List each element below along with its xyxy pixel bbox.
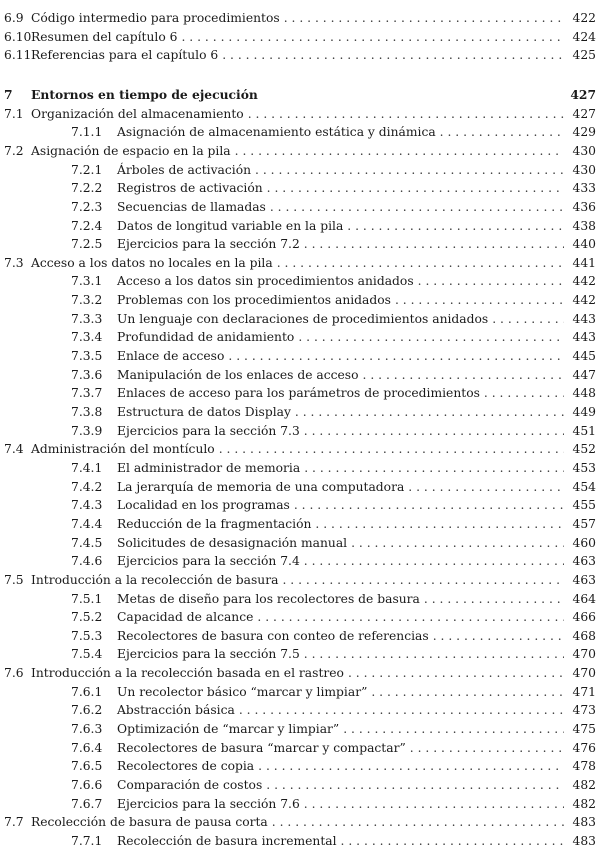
entry-title: Introducción a la recolección de basura — [31, 572, 279, 587]
entry-title: Manipulación de los enlaces de acceso — [117, 367, 359, 382]
toc-subsection-entry — [0, 161, 600, 179]
entry-title-wrap — [31, 573, 568, 587]
entry-number: 7.4.4 — [71, 516, 103, 531]
entry-title: Metas de diseño para los recolectores de basura — [117, 591, 420, 606]
entry-title-wrap — [117, 778, 568, 792]
entry-number: 7.3.1 — [71, 274, 103, 289]
entry-title: Árboles de activación — [117, 162, 252, 177]
dot-leader — [239, 703, 564, 717]
entry-title-wrap — [117, 293, 568, 307]
dot-leader — [492, 312, 564, 326]
entry-page-number: 447 — [572, 367, 596, 382]
entry-title-wrap — [31, 30, 568, 44]
entry-number: 7.6.5 — [71, 759, 103, 774]
entry-title-wrap — [31, 256, 568, 270]
entry-number: 6.9 — [4, 11, 24, 25]
dot-leader — [484, 386, 564, 400]
entry-title-wrap — [117, 517, 568, 531]
entry-page-number: 449 — [572, 405, 596, 419]
entry-title: Recolectores de basura con conteo de referencias — [117, 628, 429, 643]
entry-number: 7.5.3 — [71, 628, 103, 643]
entry-title-wrap — [117, 424, 568, 438]
entry-title-wrap — [117, 554, 568, 568]
entry-title-wrap — [31, 48, 568, 62]
entry-title: Ejercicios para la sección 7.3 — [117, 423, 300, 438]
entry-page-number: 443 — [572, 330, 596, 345]
entry-title-wrap — [117, 125, 568, 139]
entry-title-wrap — [117, 498, 568, 512]
entry-number: 7.6.4 — [71, 740, 103, 755]
entry-title-wrap — [117, 536, 568, 550]
toc-section-entry — [0, 664, 600, 682]
toc-section-entry — [0, 46, 600, 64]
entry-title: Ejercicios para la sección 7.4 — [117, 554, 300, 569]
toc-subsection-entry — [0, 123, 600, 141]
entry-page-number: 483 — [572, 815, 596, 830]
entry-number: 7.2.5 — [71, 237, 103, 252]
entry-page-number: 427 — [570, 87, 596, 103]
toc-subsection-entry — [0, 776, 600, 794]
dot-leader — [294, 498, 564, 512]
dot-leader — [284, 11, 564, 25]
entry-page-number: 436 — [572, 199, 596, 214]
dot-leader — [351, 536, 564, 550]
entry-page-number: 471 — [572, 684, 596, 699]
entry-title-wrap — [31, 11, 568, 25]
dot-leader — [282, 573, 564, 587]
entry-title: Referencias para el capítulo 6 — [31, 48, 219, 63]
entry-title: Abstracción básica — [117, 703, 235, 718]
entry-title-wrap — [117, 461, 568, 475]
entry-title-wrap — [117, 647, 568, 661]
dot-leader — [255, 163, 564, 177]
entry-title-wrap — [117, 219, 568, 233]
entry-title: Acceso a los datos no locales en la pila — [31, 255, 273, 270]
toc-chapter-entry — [0, 86, 600, 104]
dot-leader — [418, 274, 564, 288]
entry-title-wrap — [31, 107, 568, 121]
entry-number: 7.2.4 — [71, 218, 103, 233]
toc-section-entry — [0, 440, 600, 458]
toc-subsection-entry — [0, 291, 600, 309]
entry-title: Registros de activación — [117, 181, 263, 196]
entry-number: 7.3.7 — [71, 386, 103, 401]
toc-subsection-entry — [0, 832, 600, 850]
toc-subsection-entry — [0, 384, 600, 402]
entry-title-wrap — [117, 349, 568, 363]
entry-number: 7.2 — [4, 143, 24, 158]
entry-number: 7.6.3 — [71, 722, 103, 737]
toc-subsection-entry — [0, 328, 600, 346]
entry-title-wrap — [117, 722, 568, 736]
entry-number: 7.5.2 — [71, 610, 103, 625]
toc-section-entry — [0, 813, 600, 831]
entry-page-number: 445 — [572, 349, 596, 364]
entry-page-number: 468 — [572, 628, 596, 643]
toc-section-entry — [0, 571, 600, 589]
dot-leader — [371, 685, 564, 699]
entry-title: Comparación de costos — [117, 778, 263, 792]
toc-subsection-entry — [0, 198, 600, 216]
entry-title: Reducción de la fragmentación — [117, 516, 312, 531]
entry-title-wrap — [117, 405, 568, 419]
entry-number: 7.1 — [4, 106, 24, 121]
entry-number: 7.6 — [4, 666, 24, 681]
toc-section-entry — [0, 9, 600, 27]
dot-leader — [315, 517, 564, 531]
dot-leader — [270, 200, 564, 214]
entry-title-wrap — [117, 312, 568, 326]
entry-number: 7.6.1 — [71, 684, 103, 699]
entry-title-wrap — [31, 815, 568, 829]
entry-page-number: 422 — [572, 11, 596, 25]
entry-page-number: 478 — [572, 759, 596, 774]
dot-leader — [341, 834, 564, 848]
entry-page-number: 433 — [572, 181, 596, 196]
entry-title-wrap — [31, 442, 568, 456]
entry-title: Ejercicios para la sección 7.2 — [117, 237, 300, 252]
entry-page-number: 441 — [572, 255, 596, 270]
entry-number: 7.6.6 — [71, 778, 103, 792]
entry-title-wrap — [31, 87, 568, 102]
entry-title-wrap — [117, 330, 568, 344]
entry-number: 7.3.3 — [71, 311, 103, 326]
entry-page-number: 463 — [572, 572, 596, 587]
toc-subsection-entry — [0, 366, 600, 384]
entry-title: Secuencias de llamadas — [117, 199, 266, 214]
entry-number: 7.5 — [4, 572, 24, 587]
entry-title-wrap — [117, 274, 568, 288]
entry-page-number: 476 — [572, 740, 596, 755]
entry-title: Organización del almacenamiento — [31, 106, 244, 121]
toc-subsection-entry — [0, 235, 600, 253]
toc-subsection-entry — [0, 608, 600, 626]
entry-title-wrap — [117, 629, 568, 643]
entry-title-wrap — [117, 592, 568, 606]
entry-page-number: 425 — [572, 48, 596, 63]
entry-title: Optimización de “marcar y limpiar” — [117, 722, 340, 737]
entry-title: Recolección de basura incremental — [117, 833, 337, 848]
entry-number: 7.3.6 — [71, 367, 103, 382]
entry-title-wrap — [117, 368, 568, 382]
entry-number: 6.11 — [4, 48, 32, 63]
entry-page-number: 453 — [572, 460, 596, 475]
entry-title: Código intermedio para procedimientos — [31, 11, 280, 25]
entry-title: Un lenguaje con declaraciones de procedimientos anidados — [117, 311, 489, 326]
entry-title-wrap — [31, 666, 568, 680]
toc-subsection-entry — [0, 347, 600, 365]
entry-number: 7.3 — [4, 255, 24, 270]
entry-number: 7.4.5 — [71, 535, 103, 550]
entry-title: Recolectores de basura “marcar y compactar” — [117, 740, 406, 755]
dot-leader — [408, 480, 564, 494]
dot-leader — [347, 219, 564, 233]
entry-number: 7.6.7 — [71, 796, 103, 811]
entry-number: 7.4 — [4, 442, 24, 457]
toc-subsection-entry — [0, 478, 600, 496]
dot-leader — [258, 759, 564, 773]
entry-number: 7.5.4 — [71, 647, 103, 662]
entry-title-wrap — [117, 163, 568, 177]
toc-section-entry — [0, 254, 600, 272]
entry-page-number: 463 — [572, 554, 596, 569]
entry-title: Recolección de basura de pausa corta — [31, 815, 268, 830]
toc-subsection-entry — [0, 795, 600, 813]
entry-title: Profundidad de anidamiento — [117, 330, 295, 345]
entry-title: Introducción a la recolección basada en el rastreo — [31, 666, 344, 681]
entry-number: 7 — [4, 87, 13, 103]
toc-subsection-entry — [0, 683, 600, 701]
entry-page-number: 473 — [572, 703, 596, 718]
entry-number: 7.2.1 — [71, 162, 103, 177]
entry-title: Administración del montículo — [31, 442, 215, 457]
toc-subsection-entry — [0, 496, 600, 514]
entry-title: Solicitudes de desasignación manual — [117, 535, 348, 550]
toc-subsection-entry — [0, 552, 600, 570]
toc-section-entry — [0, 28, 600, 46]
entry-title-wrap — [117, 181, 568, 195]
entry-title: Asignación de espacio en la pila — [31, 143, 231, 158]
entry-title-wrap — [117, 759, 568, 773]
toc-section-entry — [0, 105, 600, 123]
toc-subsection-entry — [0, 403, 600, 421]
dot-leader — [410, 741, 564, 755]
entry-number: 7.4.6 — [71, 554, 103, 569]
entry-title: Ejercicios para la sección 7.6 — [117, 796, 300, 811]
entry-number: 7.3.4 — [71, 330, 103, 345]
entry-title-wrap — [117, 834, 568, 848]
entry-title: Asignación de almacenamiento estática y dinámica — [117, 125, 436, 140]
entry-title: Recolectores de copia — [117, 759, 255, 774]
entry-page-number: 430 — [572, 143, 596, 158]
entry-page-number: 466 — [572, 610, 596, 625]
entry-number: 7.3.8 — [71, 405, 103, 419]
dot-leader — [248, 107, 564, 121]
entry-page-number: 454 — [572, 479, 596, 494]
dot-leader — [266, 778, 564, 792]
dot-leader — [272, 815, 564, 829]
entry-number: 7.3.2 — [71, 293, 103, 308]
dot-leader — [257, 610, 564, 624]
toc-subsection-entry — [0, 515, 600, 533]
dot-leader — [267, 181, 564, 195]
dot-leader — [219, 442, 564, 456]
entry-title: Entornos en tiempo de ejecución — [31, 87, 258, 103]
dot-leader — [433, 629, 564, 643]
entry-title-wrap — [117, 200, 568, 214]
dot-leader — [277, 256, 564, 270]
entry-title-wrap — [117, 237, 568, 251]
dot-leader — [424, 592, 564, 606]
dot-leader — [222, 48, 564, 62]
toc-subsection-entry — [0, 422, 600, 440]
entry-title: Enlace de acceso — [117, 349, 225, 364]
dot-leader — [304, 424, 564, 438]
entry-page-number: 482 — [572, 796, 596, 811]
entry-page-number: 448 — [572, 386, 596, 401]
entry-number: 7.3.5 — [71, 349, 103, 364]
toc-section-entry — [0, 142, 600, 160]
entry-number: 7.4.1 — [71, 460, 103, 475]
entry-title: Estructura de datos Display — [117, 405, 291, 419]
entry-title-wrap — [117, 610, 568, 624]
dot-leader — [304, 237, 564, 251]
entry-page-number: 470 — [572, 666, 596, 681]
dot-leader — [304, 461, 564, 475]
entry-number: 7.3.9 — [71, 423, 103, 438]
entry-page-number: 470 — [572, 647, 596, 662]
toc-subsection-entry — [0, 310, 600, 328]
dot-leader — [304, 647, 564, 661]
toc-subsection-entry — [0, 739, 600, 757]
entry-page-number: 464 — [572, 591, 596, 606]
toc-subsection-entry — [0, 179, 600, 197]
entry-number: 7.1.1 — [71, 125, 103, 140]
entry-number: 7.2.2 — [71, 181, 103, 196]
dot-leader — [348, 666, 564, 680]
entry-title: Localidad en los programas — [117, 498, 290, 513]
entry-number: 7.7.1 — [71, 833, 103, 848]
entry-page-number: 475 — [572, 722, 596, 737]
entry-title: Capacidad de alcance — [117, 610, 254, 625]
entry-page-number: 457 — [572, 516, 596, 531]
entry-page-number: 442 — [572, 293, 596, 308]
entry-title-wrap — [117, 685, 568, 699]
entry-page-number: 452 — [572, 442, 596, 457]
toc-subsection-entry — [0, 459, 600, 477]
dot-leader — [395, 293, 564, 307]
entry-number: 7.2.3 — [71, 199, 103, 214]
entry-title: El administrador de memoria — [117, 460, 301, 475]
toc-subsection-entry — [0, 627, 600, 645]
dot-leader — [181, 30, 564, 44]
dot-leader — [363, 368, 565, 382]
toc-subsection-entry — [0, 534, 600, 552]
entry-page-number: 429 — [572, 125, 596, 140]
dot-leader — [235, 144, 564, 158]
entry-title: La jerarquía de memoria de una computadora — [117, 479, 405, 494]
toc-subsection-entry — [0, 645, 600, 663]
entry-number: 7.7 — [4, 815, 24, 830]
toc-subsection-entry — [0, 590, 600, 608]
entry-title-wrap — [117, 480, 568, 494]
dot-leader — [298, 330, 564, 344]
entry-page-number: 455 — [572, 498, 596, 513]
entry-page-number: 451 — [572, 423, 596, 438]
toc-subsection-entry — [0, 720, 600, 738]
entry-title: Ejercicios para la sección 7.5 — [117, 647, 300, 662]
entry-number: 7.4.3 — [71, 498, 103, 513]
entry-number: 7.5.1 — [71, 591, 103, 606]
entry-page-number: 438 — [572, 218, 596, 233]
entry-title-wrap — [117, 386, 568, 400]
entry-title: Un recolector básico “marcar y limpiar” — [117, 684, 368, 699]
dot-leader — [295, 405, 564, 419]
dot-leader — [343, 722, 564, 736]
entry-page-number: 424 — [572, 29, 596, 44]
entry-title: Acceso a los datos sin procedimientos anidados — [117, 274, 414, 289]
entry-title-wrap — [31, 144, 568, 158]
entry-page-number: 440 — [572, 237, 596, 252]
dot-leader — [228, 349, 564, 363]
toc-subsection-entry — [0, 701, 600, 719]
entry-number: 7.4.2 — [71, 479, 103, 494]
toc-subsection-entry — [0, 757, 600, 775]
entry-page-number: 482 — [572, 778, 596, 792]
entry-page-number: 443 — [572, 311, 596, 326]
entry-title: Enlaces de acceso para los parámetros de procedimientos — [117, 386, 480, 401]
toc-subsection-entry — [0, 272, 600, 290]
dot-leader — [304, 554, 564, 568]
entry-number: 7.6.2 — [71, 703, 103, 718]
entry-page-number: 483 — [572, 833, 596, 848]
entry-page-number: 427 — [572, 106, 596, 121]
entry-title: Problemas con los procedimientos anidados — [117, 293, 391, 308]
entry-title: Resumen del capítulo 6 — [31, 29, 178, 44]
entry-page-number: 442 — [572, 274, 596, 289]
entry-title-wrap — [117, 741, 568, 755]
toc-subsection-entry — [0, 217, 600, 235]
entry-title-wrap — [117, 703, 568, 717]
entry-title: Datos de longitud variable en la pila — [117, 218, 344, 233]
entry-number: 6.10 — [4, 29, 32, 44]
dot-leader — [440, 125, 564, 139]
entry-page-number: 430 — [572, 162, 596, 177]
entry-page-number: 460 — [572, 535, 596, 550]
